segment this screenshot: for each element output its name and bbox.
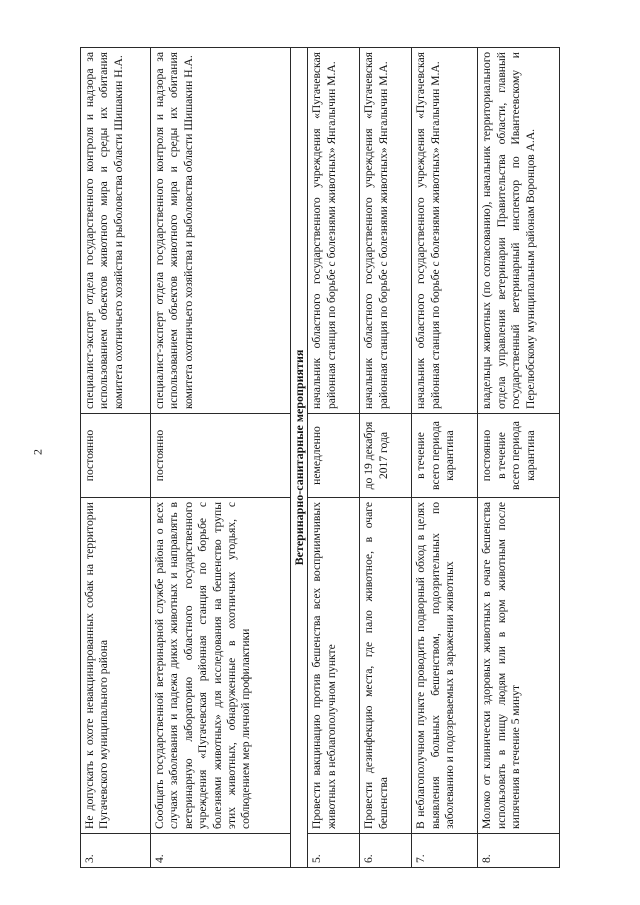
measure-text: Провести вакцинацию против бешенства всех восприимчивых животных в неблагополучном пункте [308,498,360,834]
row-number: 4. [151,834,291,868]
page-number: 2 [30,449,45,455]
row-number: 6. [360,834,412,868]
table-row [412,48,478,868]
term-text: в течение всего периода карантина [412,414,478,498]
table-row [308,48,360,868]
table-row [478,48,560,868]
table-row [81,48,151,868]
term-text: до 19 декабря 2017 года [360,414,412,498]
responsible-text: специалист-эксперт отдела государственного контроля и надзора за использованием объектов животного мира и среды их обитания комитета охотничьего хозяйства и рыболовства области Шишакин Н.А. [151,48,291,414]
term-text: немедленно [308,414,360,498]
row-number: 8. [478,834,560,868]
responsible-text: начальник областного государственного учреждения «Пугачевская районная станция по борьбе с болезнями животных» Янгалычин М.А. [412,48,478,414]
table-row [151,48,291,868]
section-header-row [291,48,308,868]
row-number: 3. [81,834,151,868]
measure-text: В неблагополучном пункте проводить подворный обход в целях выявления больных бешенством, подозрительных по заболеванию и подозреваемых в заражении животных [412,498,478,834]
responsible-text: начальник областного государственного учреждения «Пугачевская районная станция по борьбе с болезнями животных» Янгалычин М.А. [360,48,412,414]
row-number: 7. [412,834,478,868]
responsible-text: начальник областного государственного учреждения «Пугачевская районная станция по борьбе с болезнями животных» Янгалычин М.А. [308,48,360,414]
responsible-text: владельцы животных (по согласованию), начальник территориального отдела управления ветеринарии Правительства области, главный государственный ветеринарный инспектор по Ивантеевскому и Перелюбскому муниципальным районам Воронцов А.А. [478,48,560,414]
table-row [360,48,412,868]
rotated-page-content [80,48,590,868]
term-line-a: постоянно [480,429,494,482]
measure-text: Сообщать государственной ветеринарной службе района о всех случаях заболевания и падежа диких животных и направлять в ветеринарную лабораторию областного государственного учреждения «Пугачевская районная станция по борьбе с болезнями животных» для исследования на бешенство трупы этих животных, обнаруженные в охотничьих угодьях, с соблюдением мер личной профилактики [151,498,291,834]
measure-text: Молоко от клинически здоровых животных в очаге бешенства использовать в пищу людям или в корм животным после кипячения в течение 5 минут [478,498,560,834]
row-number: 5. [308,834,360,868]
responsible-text: специалист-эксперт отдела государственного контроля и надзора за использованием объектов животного мира и среды их обитания комитета охотничьего хозяйства и рыболовства области Шишакин Н.А. [81,48,151,414]
section-title: Ветеринарно-санитарные мероприятия [291,48,308,868]
measure-text: Провести дезинфекцию места, где пало животное, в очаге бешенства [360,498,412,834]
measures-table [80,47,560,868]
term-line-b: в течение всего периода карантина [494,421,537,490]
term-text [478,414,560,498]
term-text: постоянно [81,414,151,498]
term-text: постоянно [151,414,291,498]
measure-text: Не допускать к охоте невакцинированных собак на территории Пугачевского муниципального района [81,498,151,834]
